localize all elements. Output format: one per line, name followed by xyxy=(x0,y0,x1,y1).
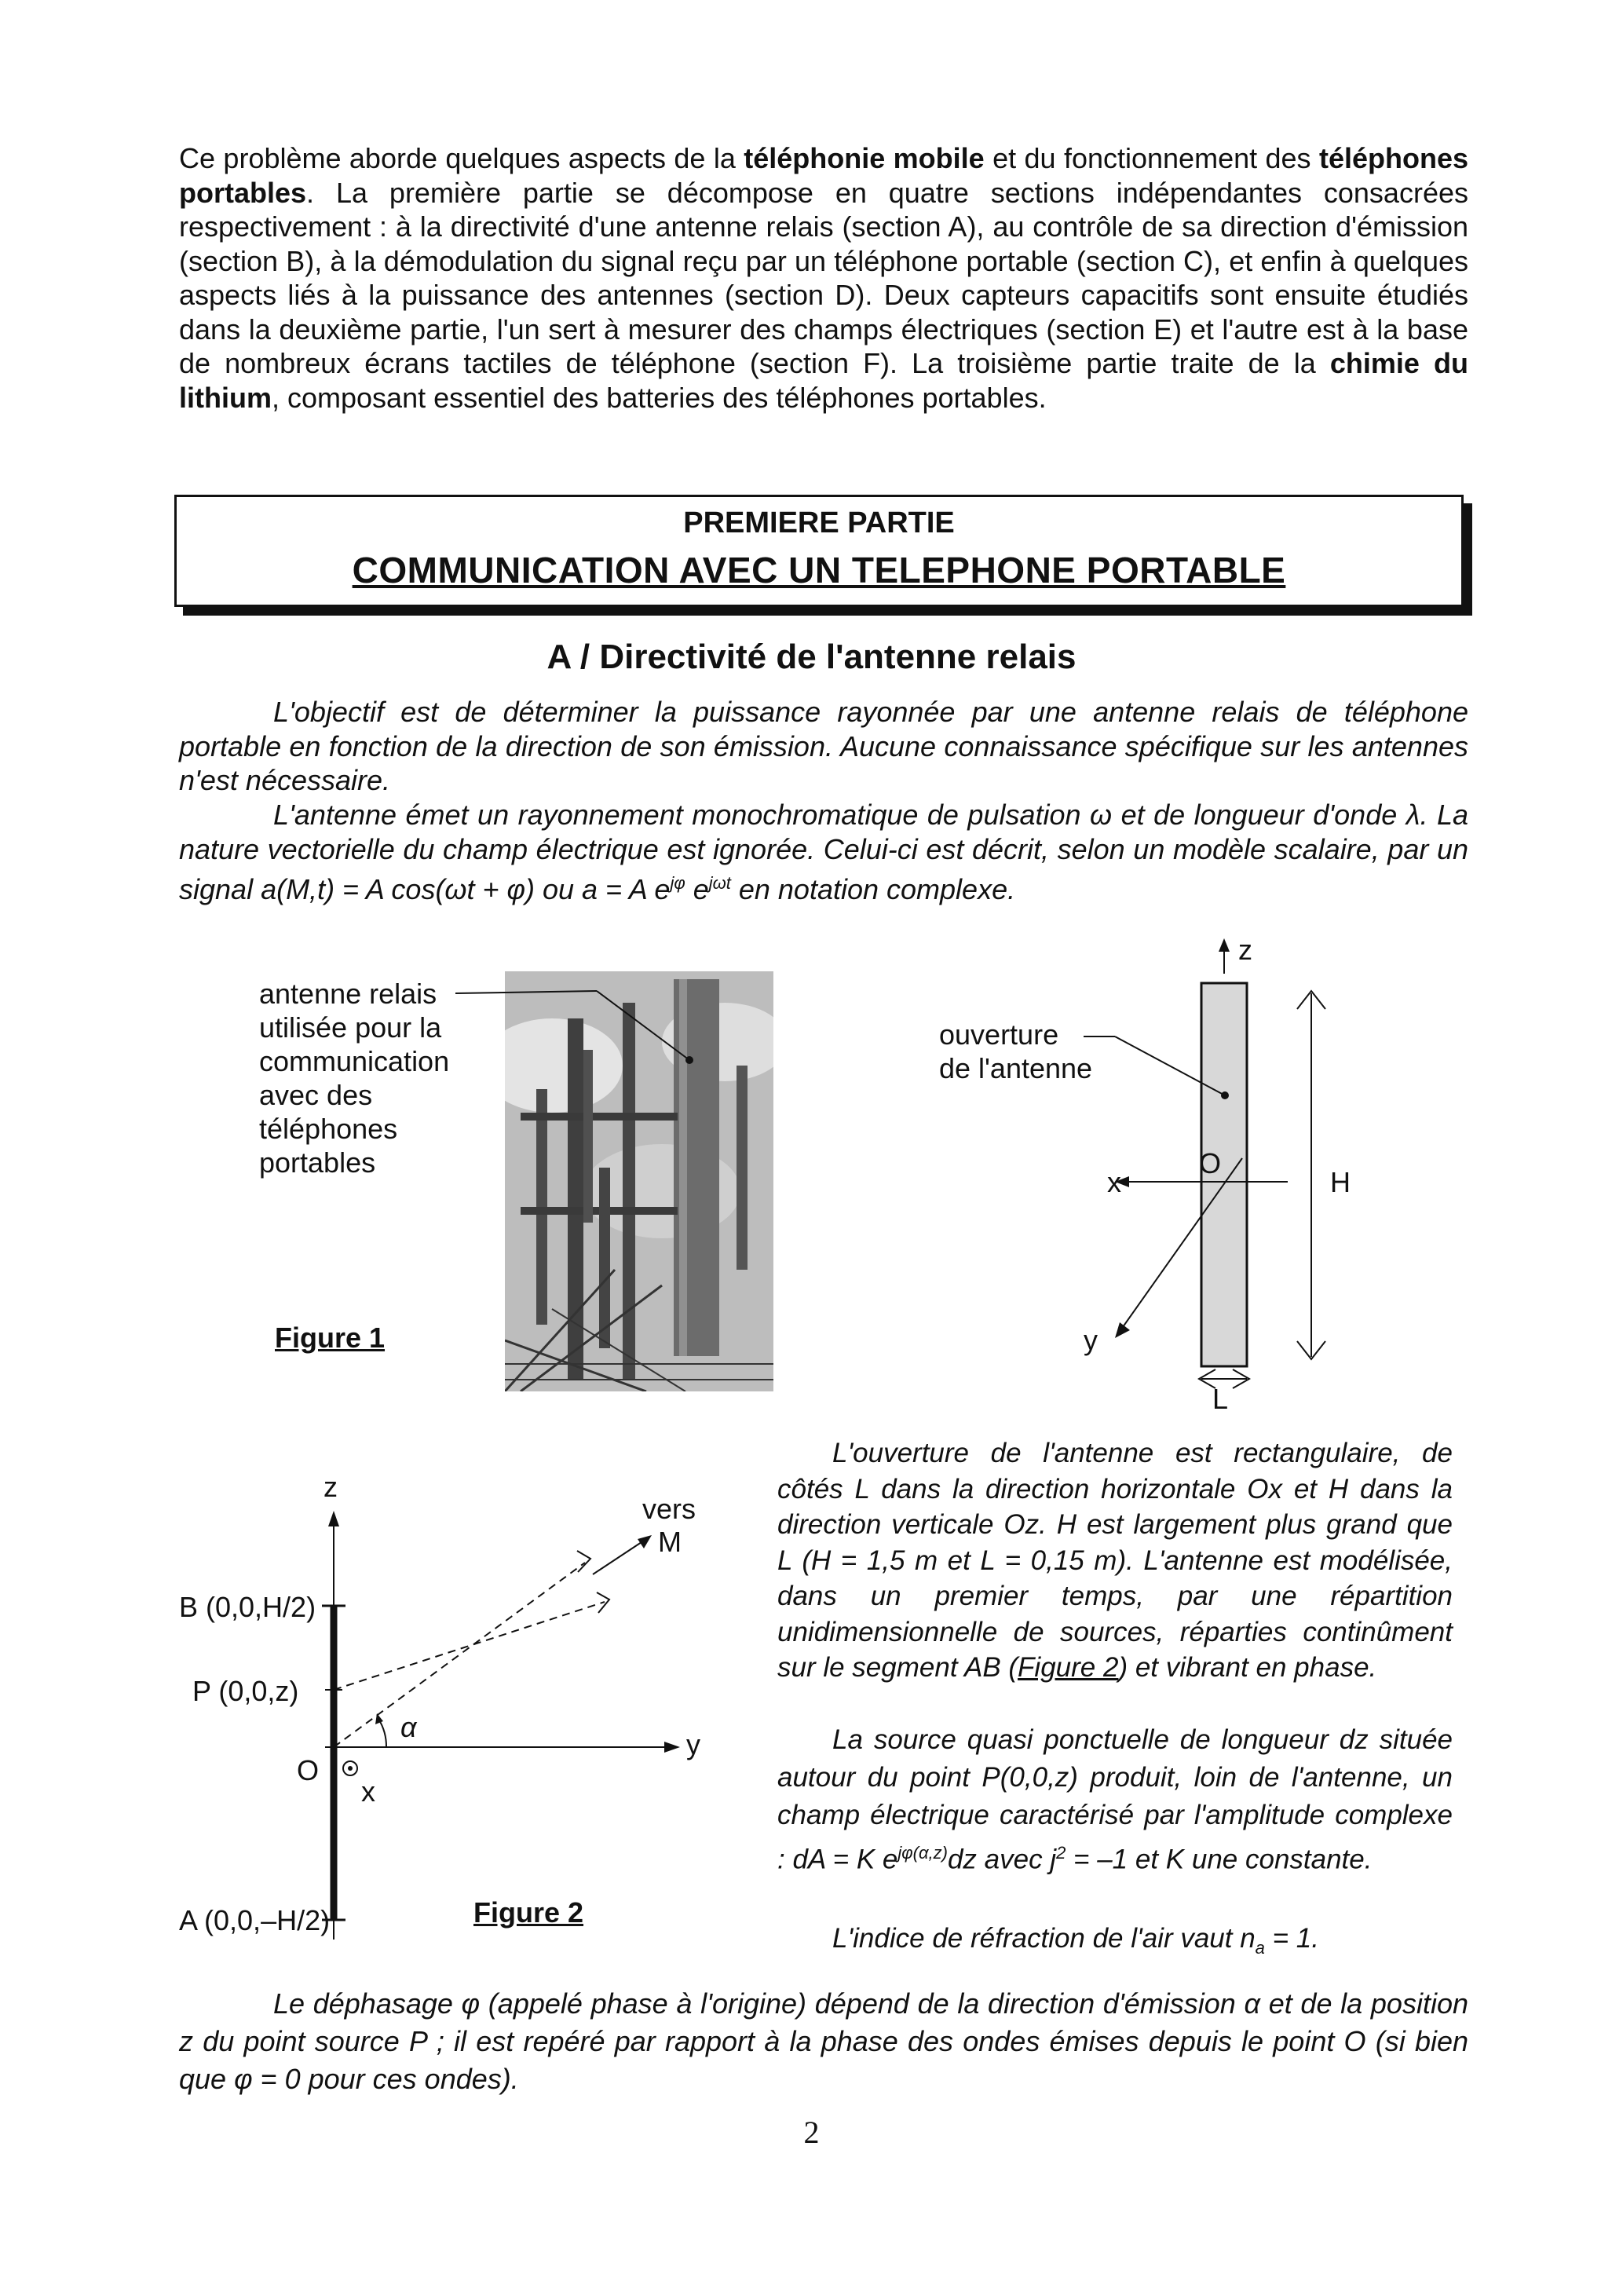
fig1-width-label: L xyxy=(1212,1383,1229,1415)
part-title-line2: COMMUNICATION AVEC UN TELEPHONE PORTABLE xyxy=(352,550,1286,590)
fig2-axis-z: z xyxy=(324,1471,338,1503)
fig2-toward-2: M xyxy=(658,1526,682,1558)
section-a-paragraph-1: L'objectif est de déterminer la puissance rayonnée par une antenne relais de téléphone portable en fonction de la direction de son émission. Aucune connaissance spécifique sur les antennes n'est nécessaire. xyxy=(179,696,1468,796)
toward-m-arrow-icon xyxy=(638,1535,652,1548)
fig1-axis-z: z xyxy=(1238,934,1252,966)
fig1-axis-y: y xyxy=(1084,1324,1098,1356)
aperture-label: ouverture de l'antenne xyxy=(939,1018,1093,1084)
section-a-title: A / Directivité de l'antenne relais xyxy=(546,638,1077,676)
figure2-caption: Figure 2 xyxy=(473,1896,584,1929)
right-paragraph-1: L'ouverture de l'antenne est rectangulaire, de côtés L dans la direction horizontale Ox et H dans la direction verticale Oz. H est largement plus grand que L (H = 1,5 m et L = 0,15 m). L'antenne est modélisée, dans un premier temps, par une répartition unidimensionnelle de sources, réparties continûment sur le segment AB (Figure 2) et vibrant en phase. xyxy=(777,1438,1453,1683)
fig1-height-label: H xyxy=(1330,1166,1351,1198)
part-title-line1: PREMIERE PARTIE xyxy=(683,506,955,539)
fig2-axis-x: x xyxy=(361,1775,375,1808)
fig2-axis-y: y xyxy=(686,1728,700,1760)
fig2-z-arrow-icon xyxy=(328,1511,339,1526)
section-a-paragraph-2: L'antenne émet un rayonnement monochromatique de pulsation ω et de longueur d'onde λ. La nature vectorielle du champ électrique est ignorée. Celui-ci est décrit, selon un modèle scalaire, par un signal a(M,t) = A cos(ωt + φ) ou a = A $e^{j\varphi}$ $e^{j\omega t}$ en notation complexe. xyxy=(179,799,1468,905)
figure1-caption: Figure 1 xyxy=(275,1322,386,1354)
fig2-point-b: B (0,0,H/2) xyxy=(179,1591,316,1623)
fig2-origin: O xyxy=(297,1754,320,1786)
fig2-angle: α xyxy=(400,1711,417,1743)
fig1-axis-x: x xyxy=(1107,1166,1121,1198)
right-paragraph-2: La source quasi ponctuelle de longueur dz située autour du point P(0,0,z) produit, loin de l'antenne, un champ électrique caractérisé par l'amplitude complexe : dA = K $e^{j\varphi(\alpha,z)}dz$ avec $j^2 = -1$ et K une constante. xyxy=(777,1724,1453,1875)
fig2-point-p: P (0,0,z) xyxy=(192,1675,299,1707)
fig2-point-a: A (0,0,–H/2) xyxy=(179,1904,331,1936)
fig1-origin: O xyxy=(1199,1147,1222,1179)
photo-label: antenne relais utilisée pour la communication avec des téléphones portables xyxy=(259,978,450,1179)
intro-bold-1: téléphonie mobile xyxy=(744,142,985,174)
intro-bold-2: téléphones portables xyxy=(179,142,1468,209)
closing-paragraph: Le déphasage φ (appelé phase à l'origine) dépend de la direction d'émission α et de la position z du point source P ; il est repéré par rapport à la phase des ondes émises depuis le point O (si bien que φ = 0 pour ces ondes). xyxy=(179,1987,1468,2095)
fig2-toward-1: vers xyxy=(642,1493,696,1525)
page-number: 2 xyxy=(803,2115,820,2150)
right-paragraph-3: L'indice de réfraction de l'air vaut $n_a = 1$. xyxy=(832,1923,1319,1958)
fig2-y-arrow-icon xyxy=(664,1742,680,1753)
intro-bold-3: chimie du lithium xyxy=(179,347,1468,414)
intro-paragraph: Ce problème aborde quelques aspects de la téléphonie mobile et du fonctionnement des téléphones portables. La première partie se décompose en quatre sections indépendantes consacrées respectivement : à la directivité d'une antenne relais (section A), au contrôle de sa direction d'émission (section B), à la démodulation du signal reçu par un téléphone portable (section C), et enfin à quelques aspects liés à la puissance des antennes (section D). Deux capteurs capacitifs sont ensuite étudiés dans la deuxième partie, l'un sert à mesurer des champs électriques (section E) et l'autre est à la base de nombreux écrans tactiles de téléphone (section F). La troisième partie traite de la chimie du lithium, composant essentiel des batteries des téléphones portables. xyxy=(179,142,1468,414)
